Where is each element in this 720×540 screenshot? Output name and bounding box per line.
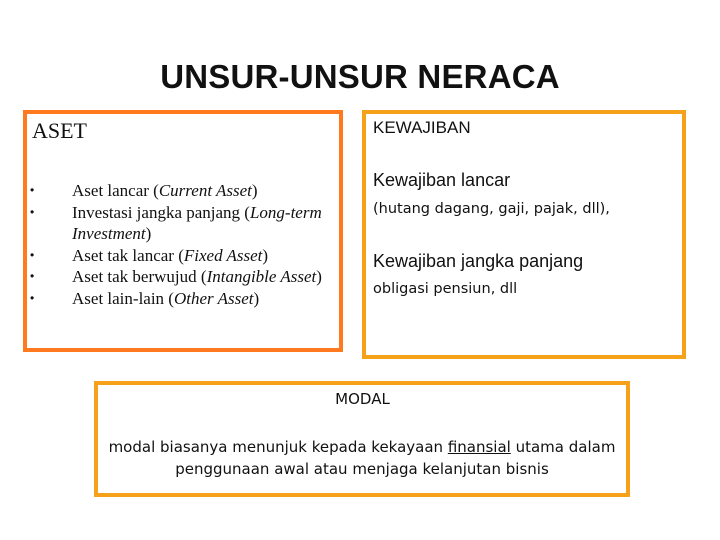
aset-item-fixed	[30, 245, 330, 267]
aset-item-text: Aset lancar (	[72, 181, 159, 200]
page-title: UNSUR-UNSUR NERACA	[160, 58, 560, 95]
kewajiban-panjang-title: Kewajiban jangka panjang	[373, 251, 584, 271]
kewajiban-box	[362, 110, 686, 359]
aset-item-english: Long-term Investment	[72, 202, 322, 243]
aset-item-text: Investasi jangka panjang (	[72, 202, 250, 222]
kewajiban-panjang-detail: obligasi pensiun, dll	[373, 281, 518, 297]
bullet-icon: •	[30, 247, 35, 262]
aset-item-english: Fixed Asset	[183, 245, 263, 265]
kewajiban-lancar-detail: (hutang dagang, gaji, pajak, dll),	[373, 201, 610, 217]
bullet-icon: •	[30, 183, 35, 197]
aset-heading: ASET	[32, 118, 87, 143]
modal-text-end: utama dalam penggunaan awal atau menjaga kelanjutan bisnis	[175, 438, 616, 478]
aset-item-intangible	[30, 266, 330, 288]
aset-item-english: Intangible Asset	[206, 267, 317, 286]
modal-description	[96, 436, 628, 480]
modal-text-start: modal biasanya menunjuk kepada kekayaan	[108, 438, 448, 456]
aset-item-current	[30, 180, 330, 202]
aset-list	[30, 180, 330, 309]
aset-item-english: Current Asset	[158, 181, 252, 200]
kewajiban-lancar-title: Kewajiban lancar	[373, 170, 511, 190]
aset-item-text: Aset tak lancar (	[72, 245, 184, 265]
aset-item-close: )	[253, 288, 260, 308]
aset-item-text: Aset tak berwujud (	[72, 267, 207, 286]
bullet-icon: •	[30, 290, 35, 305]
aset-item-close: )	[145, 224, 152, 243]
aset-item-text: Aset lain-lain (	[72, 288, 174, 308]
modal-text-underlined: finansial	[447, 438, 511, 456]
aset-item-english: Other Asset	[173, 288, 254, 308]
aset-item-other	[30, 288, 330, 310]
bullet-icon: •	[30, 204, 35, 219]
aset-item-close: )	[316, 267, 322, 286]
aset-item-longterm	[30, 202, 330, 245]
aset-item-close: )	[251, 181, 258, 200]
bullet-icon: •	[30, 269, 35, 283]
aset-item-close: )	[262, 245, 269, 265]
kewajiban-heading: KEWAJIBAN	[373, 118, 471, 137]
modal-heading: MODAL	[335, 390, 390, 408]
